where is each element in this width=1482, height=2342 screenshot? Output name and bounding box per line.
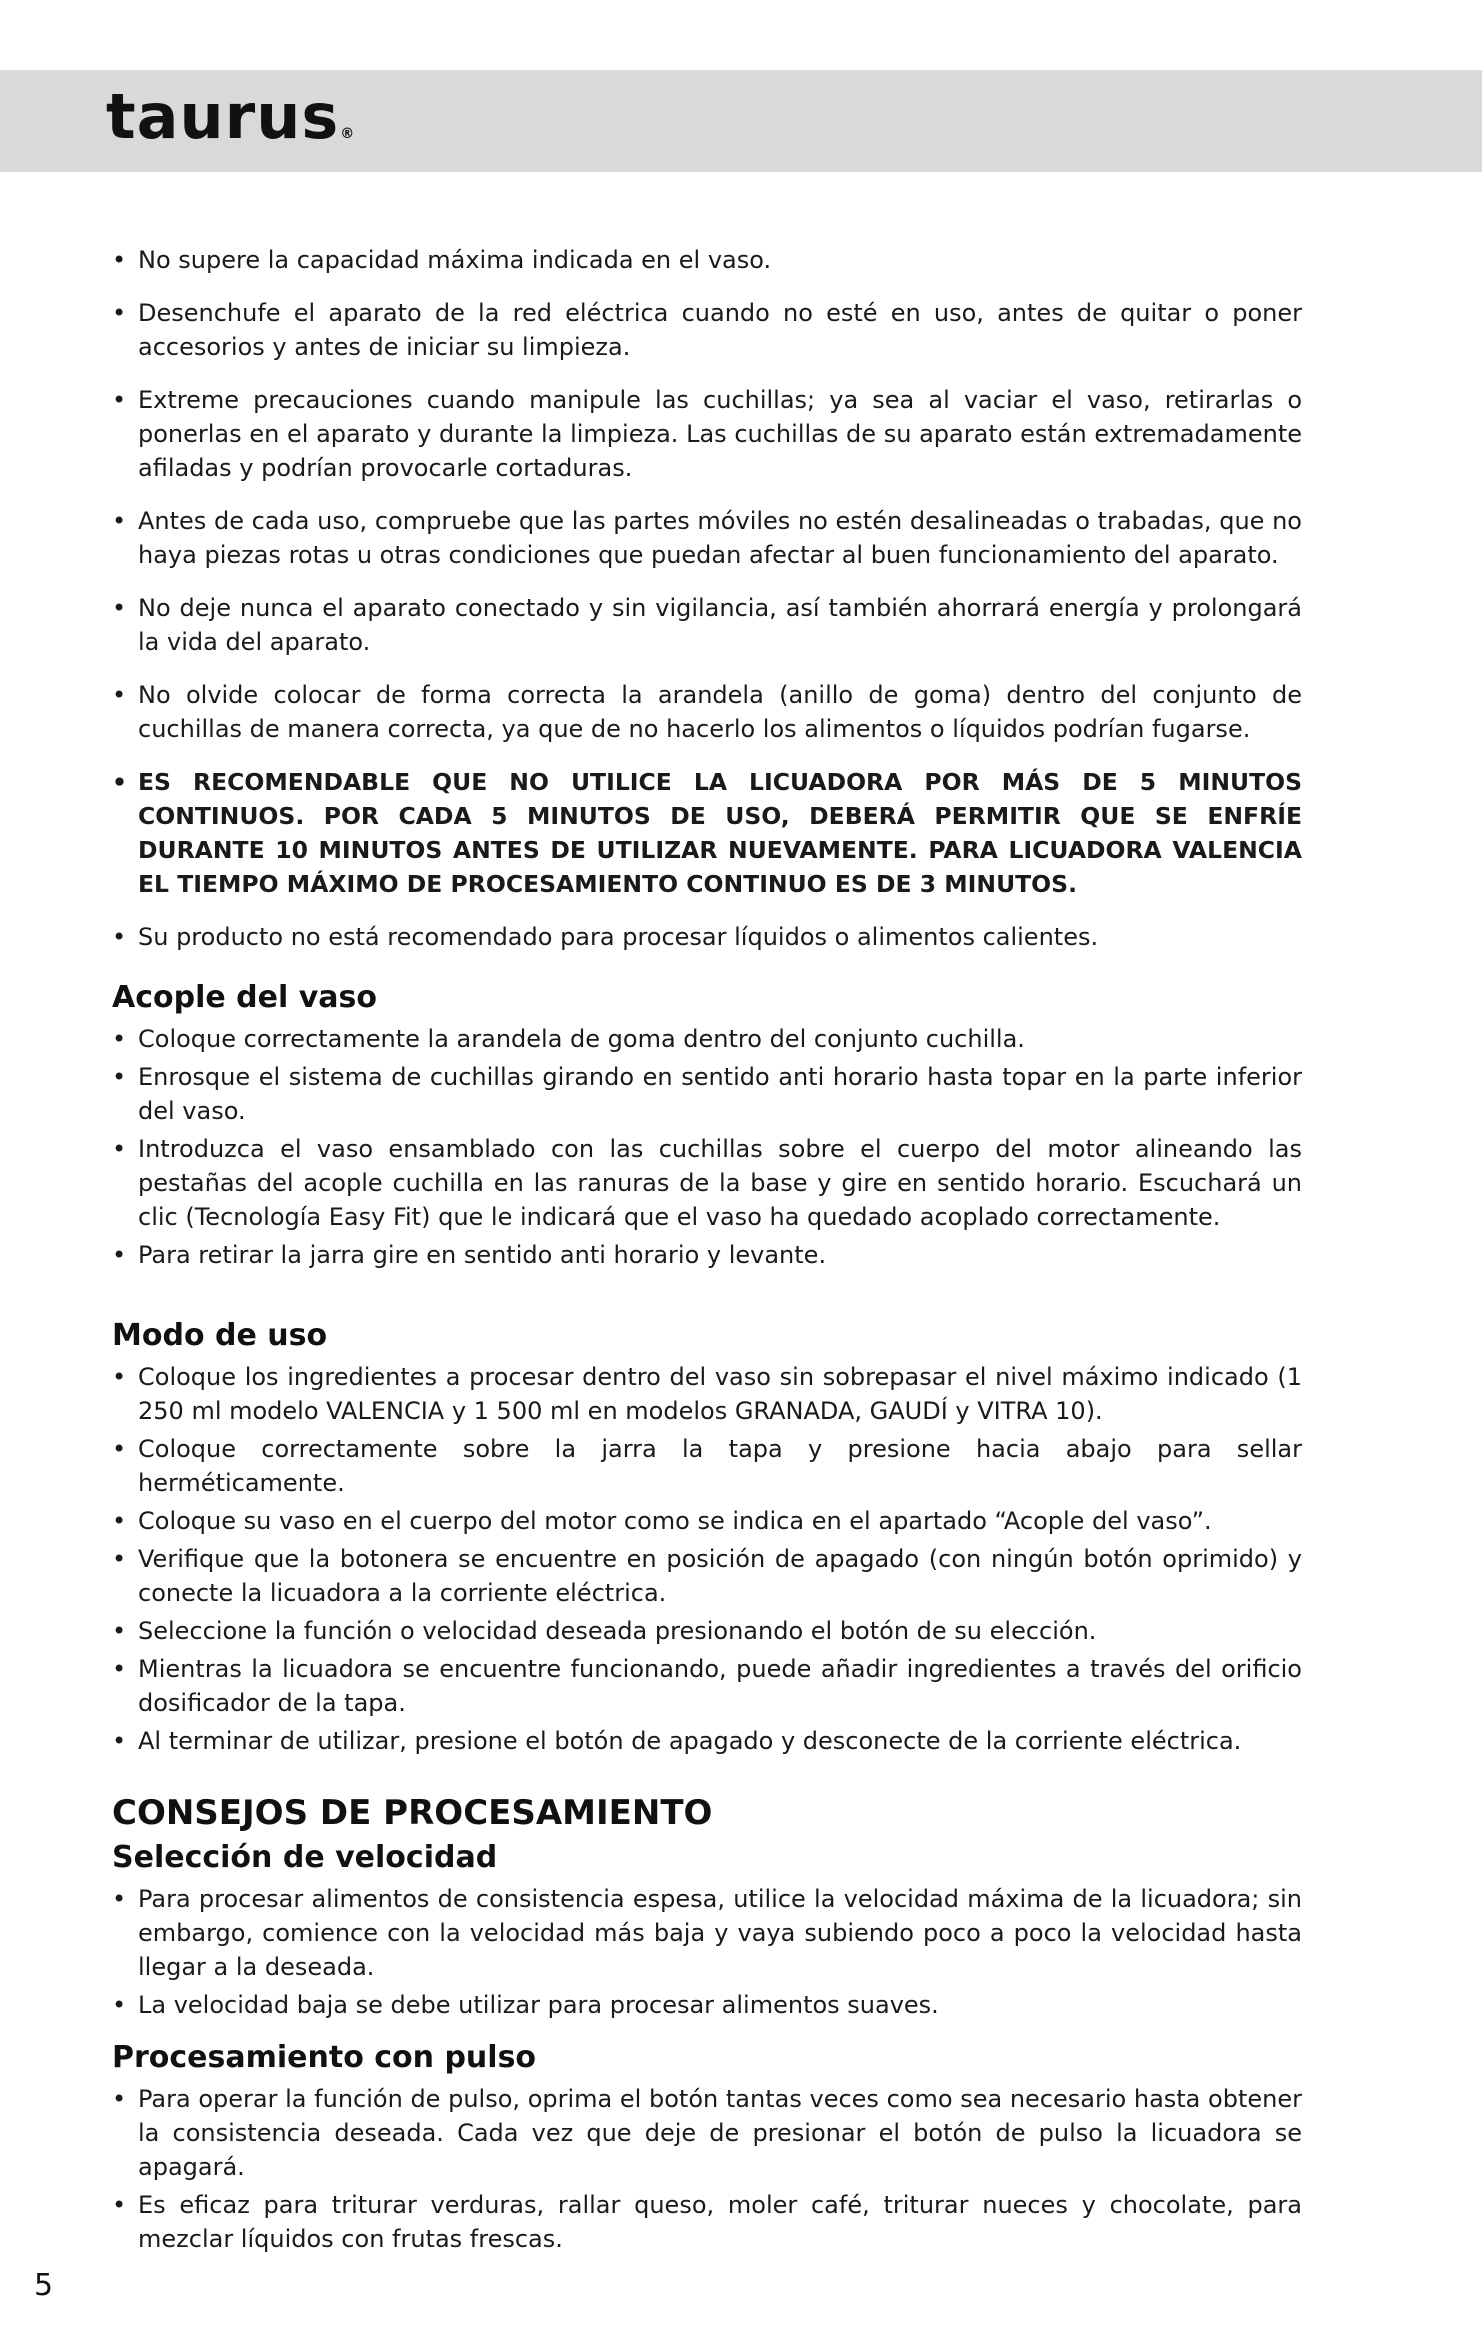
registered-mark: ® [340,126,356,142]
pulso-list [112,2082,1302,2256]
section-title-pulso: Procesamiento con pulso [112,2040,537,2075]
list-item: • Su producto no está recomendado para procesar líquidos o alimentos calientes. [112,920,1302,954]
list-item: • Desenchufe el aparato de la red eléctrica cuando no esté en uso, antes de quitar o poner accesorios y antes de iniciar su limpieza. [112,296,1302,364]
list-item: • Coloque su vaso en el cuerpo del motor como se indica en el apartado “Acople del vaso”. [112,1504,1302,1538]
list-item: • Antes de cada uso, compruebe que las partes móviles no estén desalineadas o trabadas, que no haya piezas rotas u otras condiciones que puedan afectar al buen funcionamiento del aparato. [112,504,1302,572]
list-item: • Para operar la función de pulso, oprima el botón tantas veces como sea necesario hasta obtener la consistencia deseada. Cada vez que deje de presionar el botón de pulso la licuadora se apagará. [112,2082,1302,2184]
page-number: 5 [34,2268,54,2303]
seleccion-list [112,1882,1302,2022]
list-item: • Es eficaz para triturar verduras, rallar queso, moler café, triturar nueces y chocolate, para mezclar líquidos con frutas frescas. [112,2188,1302,2256]
list-item: • Al terminar de utilizar, presione el botón de apagado y desconecte de la corriente eléctrica. [112,1724,1302,1758]
page-content [112,243,1302,2260]
list-item: • Enrosque el sistema de cuchillas girando en sentido anti horario hasta topar en la parte inferior del vaso. [112,1060,1302,1128]
list-item: • Para retirar la jarra gire en sentido anti horario y levante. [112,1238,1302,1272]
list-item: • Mientras la licuadora se encuentre funcionando, puede añadir ingredientes a través del orificio dosificador de la tapa. [112,1652,1302,1720]
modo-list [112,1360,1302,1758]
section-title-consejos: CONSEJOS DE PROCESAMIENTO [112,1793,713,1833]
list-item: • No supere la capacidad máxima indicada en el vaso. [112,243,1302,277]
list-item: • Extreme precauciones cuando manipule las cuchillas; ya sea al vaciar el vaso, retirarlas o ponerlas en el aparato y durante la limpieza. Las cuchillas de su aparato están extremadamente afiladas y podrían provocarle cortaduras. [112,383,1302,485]
safety-list [112,243,1302,954]
section-title-seleccion: Selección de velocidad [112,1840,498,1875]
list-item: • Coloque los ingredientes a procesar dentro del vaso sin sobrepasar el nivel máximo indicado (1 250 ml modelo VALENCIA y 1 500 ml en modelos GRANADA, GAUDÍ y VITRA 10). [112,1360,1302,1428]
list-item: • No deje nunca el aparato conectado y sin vigilancia, así también ahorrará energía y prolongará la vida del aparato. [112,591,1302,659]
section-title-modo: Modo de uso [112,1318,328,1353]
list-item: • Seleccione la función o velocidad deseada presionando el botón de su elección. [112,1614,1302,1648]
section-title-acople: Acople del vaso [112,980,377,1015]
list-item: • Verifique que la botonera se encuentre en posición de apagado (con ningún botón oprimido) y conecte la licuadora a la corriente eléctrica. [112,1542,1302,1610]
list-item: • Coloque correctamente sobre la jarra la tapa y presione hacia abajo para sellar herméticamente. [112,1432,1302,1500]
list-item: • La velocidad baja se debe utilizar para procesar alimentos suaves. [112,1988,1302,2022]
warning-item: • ES RECOMENDABLE QUE NO UTILICE LA LICUADORA POR MÁS DE 5 MINUTOS CONTINUOS. POR CADA 5 MINUTOS DE USO, DEBERÁ PERMITIR QUE SE ENFRÍE DURANTE 10 MINUTOS ANTES DE UTILIZAR NUEVAMENTE. PARA LICUADORA VALENCIA EL TIEMPO MÁXIMO DE PROCESAMIENTO CONTINUO ES DE 3 MINUTOS. [112,765,1302,901]
brand-name: taurus [106,80,340,153]
list-item: • Para procesar alimentos de consistencia espesa, utilice la velocidad máxima de la licuadora; sin embargo, comience con la velocidad más baja y vaya subiendo poco a poco la velocidad hasta llegar a la deseada. [112,1882,1302,1984]
list-item: • Introduzca el vaso ensamblado con las cuchillas sobre el cuerpo del motor alineando las pestañas del acople cuchilla en las ranuras de la base y gire en sentido horario. Escuchará un clic (Tecnología Easy Fit) que le indicará que el vaso ha quedado acoplado correctamente. [112,1132,1302,1234]
list-item: • Coloque correctamente la arandela de goma dentro del conjunto cuchilla. [112,1022,1302,1056]
brand-logo [106,80,355,153]
list-item: • No olvide colocar de forma correcta la arandela (anillo de goma) dentro del conjunto de cuchillas de manera correcta, ya que de no hacerlo los alimentos o líquidos podrían fugarse. [112,678,1302,746]
acople-list [112,1022,1302,1272]
